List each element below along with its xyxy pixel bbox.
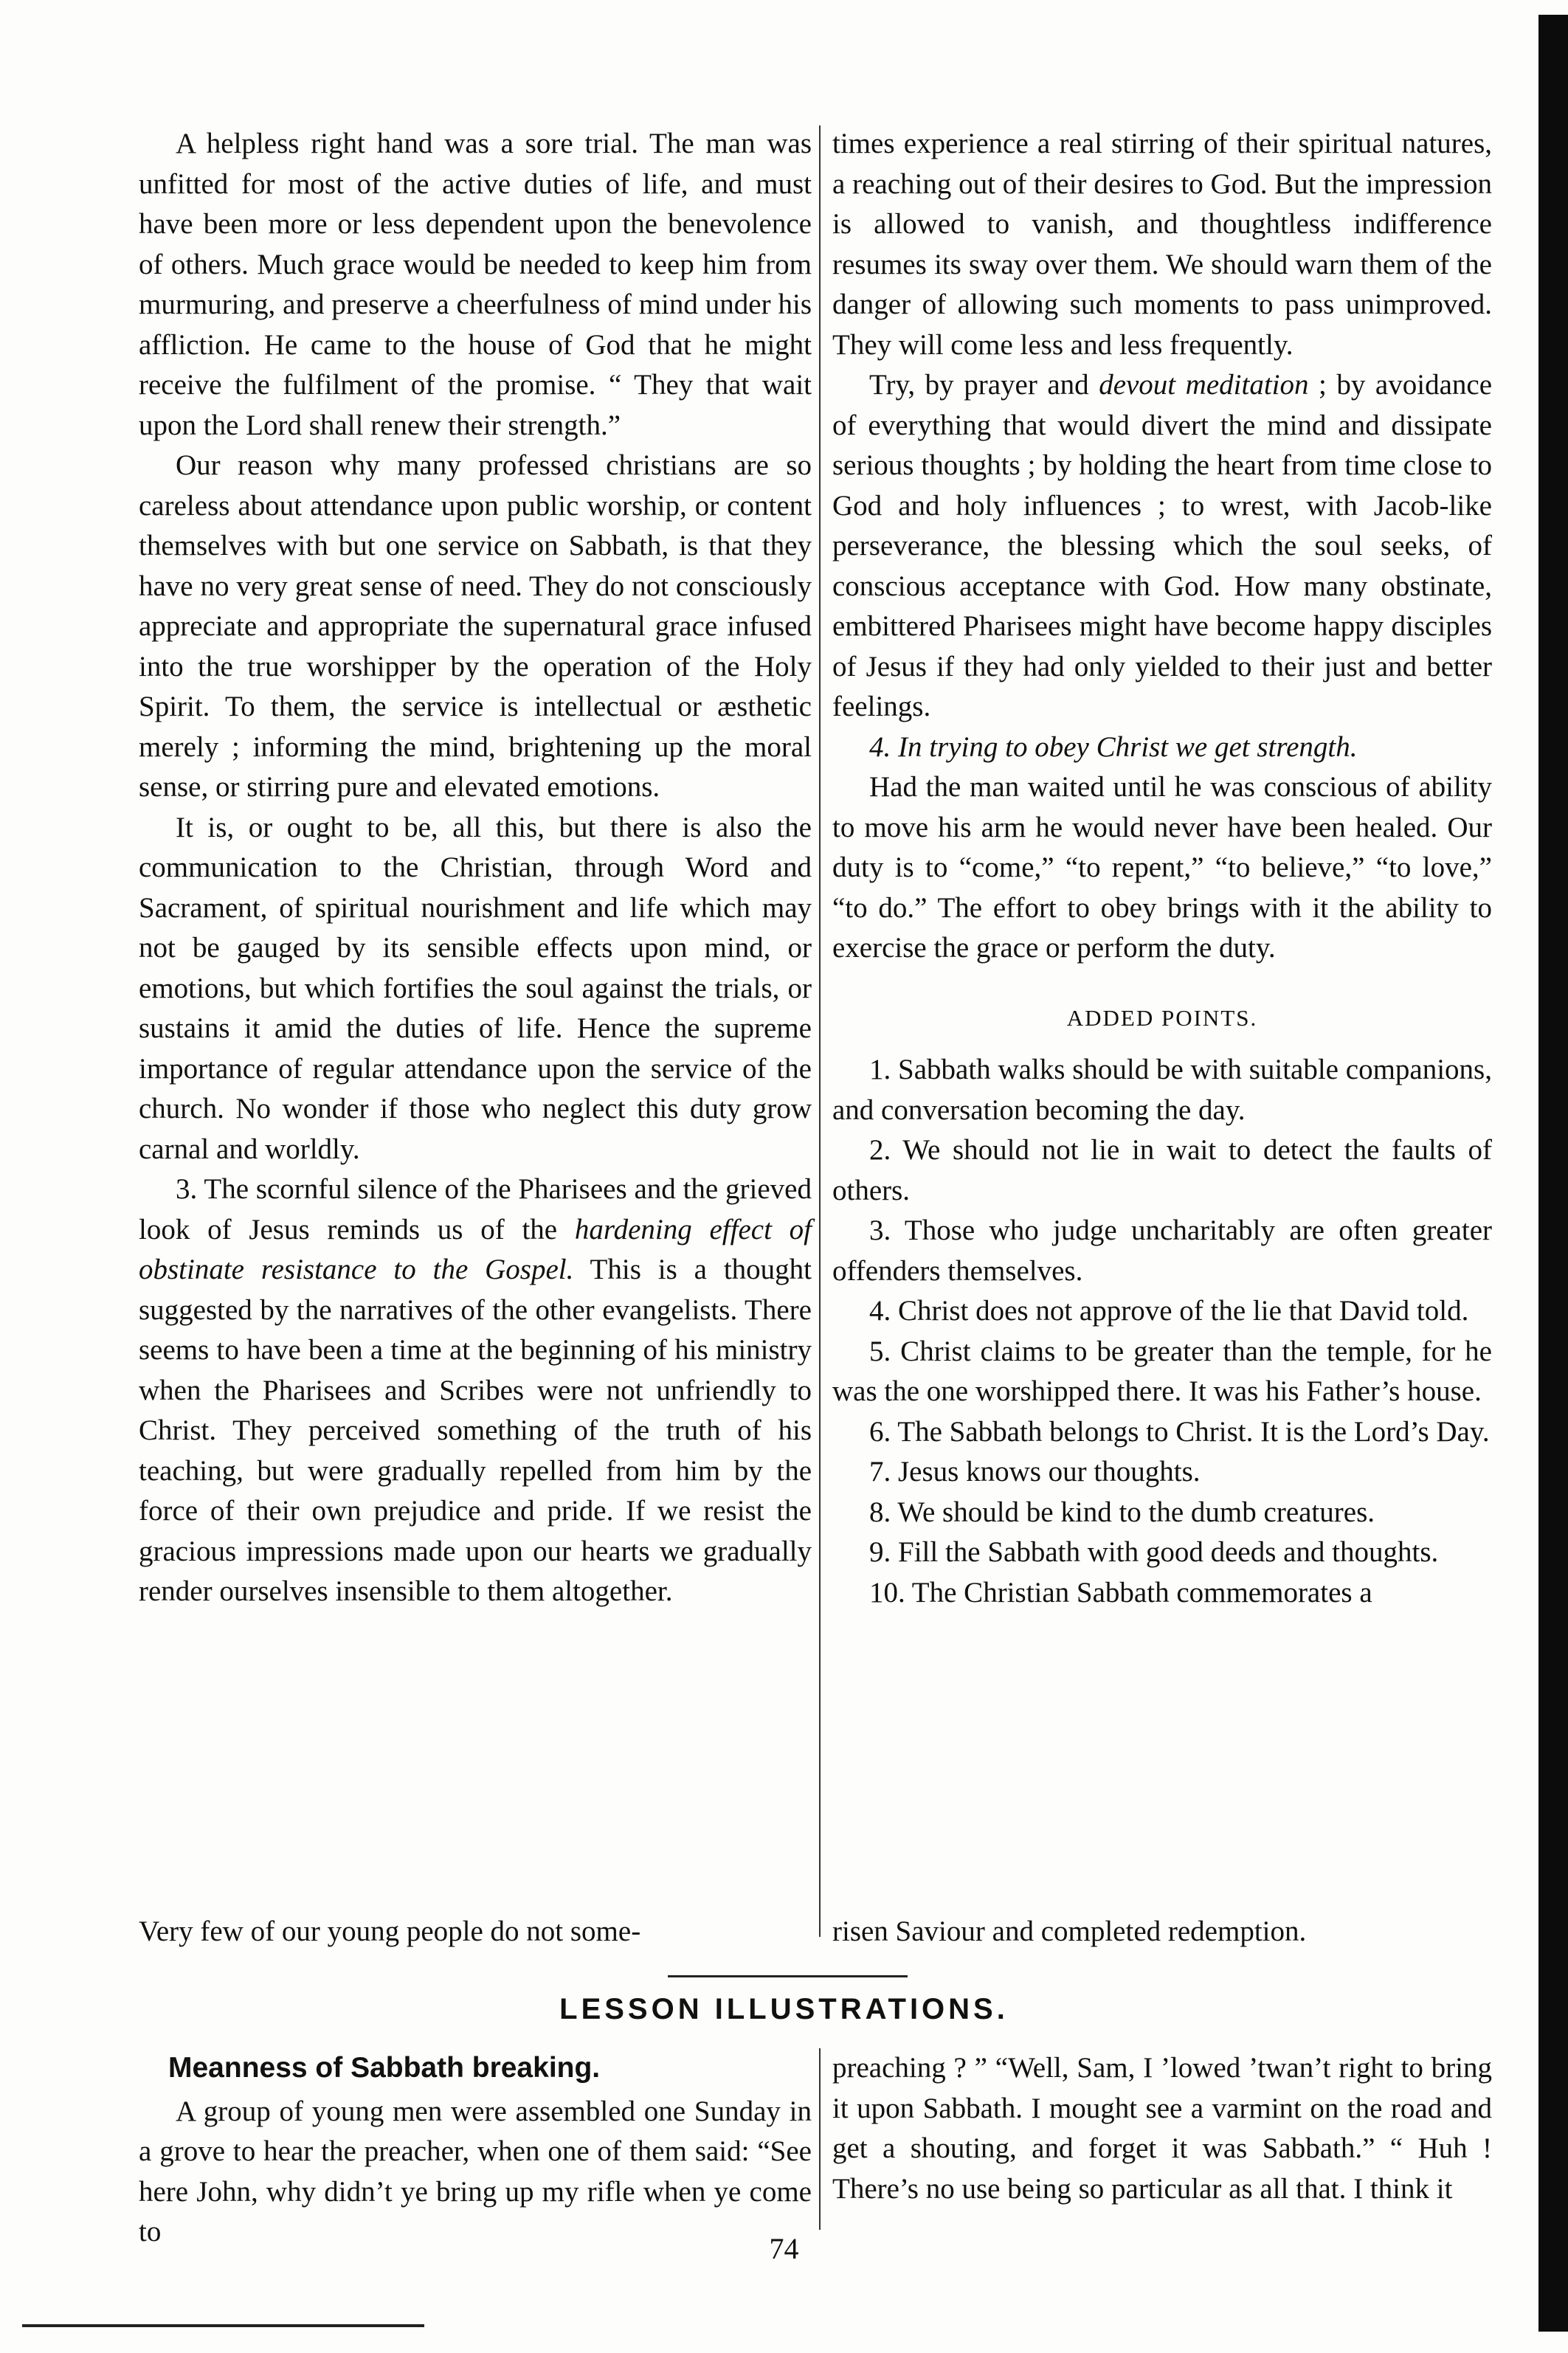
point-3-emphasis: hardening effect of obstinate resistance to the Gospel. bbox=[139, 1213, 812, 1285]
added-point: 9. Fill the Sabbath with good deeds and thoughts. bbox=[869, 1536, 1439, 1568]
point-3-lead: 3. The scornful silence of the Pharisees and the grieved look of Jesus reminds us of the bbox=[139, 1173, 812, 1245]
illustration-right-column bbox=[832, 2048, 1492, 2209]
added-point: 1. Sabbath walks should be with suitable companions, and conversation becoming the day. bbox=[832, 1054, 1492, 1126]
continuation-right: risen Saviour and completed redemption. bbox=[832, 1915, 1307, 1947]
try-emphasis: devout meditation bbox=[1099, 369, 1309, 401]
lesson-illustrations-title: LESSON ILLUSTRATIONS. bbox=[559, 1993, 1009, 2025]
added-point: 4. Christ does not approve of the lie that David told. bbox=[869, 1295, 1469, 1327]
illustration-left-column bbox=[139, 2048, 812, 2253]
section-rule bbox=[668, 1975, 908, 1977]
continuation-left: Very few of our young people do not some- bbox=[139, 1915, 641, 1947]
left-column bbox=[139, 124, 812, 1612]
added-point: 7. Jesus knows our thoughts. bbox=[869, 1456, 1201, 1488]
added-point: 2. We should not lie in wait to detect the faults of others. bbox=[832, 1134, 1492, 1206]
added-point: 6. The Sabbath belongs to Christ. It is the Lord’s Day. bbox=[869, 1415, 1490, 1448]
point-4-heading: 4. In trying to obey Christ we get strength. bbox=[869, 730, 1358, 763]
added-point: 3. Those who judge uncharitably are often greater offenders themselves. bbox=[832, 1214, 1492, 1287]
illustration-column-divider bbox=[819, 2048, 821, 2230]
added-points-heading: ADDED POINTS. bbox=[1066, 1004, 1258, 1031]
paragraph: It is, or ought to be, all this, but there is also the communication to the Christian, through Word and Sacrament, of spiritual nourishment and life which may not be gauged by its sensible effects upon mind, or emotions, but which fortifies the soul against the trials, or sustains it amid the duties of life. Hence the supreme importance of regular attendance upon the service of the church. No wonder if those who neglect this duty grow carnal and worldly. bbox=[139, 811, 812, 1165]
column-divider bbox=[819, 125, 821, 1937]
try-rest: ; by avoidance of everything that would divert the mind and dissipate serious thoughts ; by holding the heart from time close to God and holy influences ; to wrest, with Jacob-like perseverance, the blessing which the soul seeks, of conscious acceptance with God. How many obstinate, embittered Pharisees might have become happy disciples of Jesus if they had only yielded to their just and better feelings. bbox=[832, 369, 1492, 722]
right-column bbox=[832, 124, 1492, 1613]
point-3-rest: This is a thought suggested by the narratives of the other evangelists. There seems to have been a time at the beginning of his ministry when the Pharisees and Scribes were not unfriendly to Christ. They perceived something of the truth of his teaching, but were gradually repelled from him by the force of their own prejudice and pride. If we resist the gracious impressions made upon our hearts we gradually render ourselves insensible to them altogether. bbox=[139, 1254, 812, 1607]
paragraph: Our reason why many professed christians are so careless about attendance upon public worship, or content themselves with but one service on Sabbath, is that they have no very great sense of need. They do not consciously appreciate and appropriate the supernatural grace infused into the true worshipper by the operation of the Holy Spirit. To them, the service is intellectual or æsthetic merely ; informing the mind, brightening up the moral sense, or stirring pure and elevated emotions. bbox=[139, 449, 812, 803]
illustration-subheading: Meanness of Sabbath breaking. bbox=[168, 2052, 601, 2084]
paragraph: times experience a real stirring of their spiritual natures, a reaching out of their desires to God. But the impression is allowed to vanish, and thoughtless indifference resumes its sway over them. We should warn them of the danger of allowing such moments to pass unimproved. They will come less and less frequently. bbox=[832, 128, 1492, 361]
added-point: 5. Christ claims to be greater than the temple, for he was the one worshipped there. It was his Father’s house. bbox=[832, 1335, 1492, 1407]
illustration-text-left: A group of young men were assembled one Sunday in a grove to hear the preacher, when one of them said: “See here John, why didn’t ye bring up my rifle when ye come to bbox=[139, 2095, 812, 2247]
page-number: 74 bbox=[769, 2232, 799, 2265]
try-lead: Try, by prayer and bbox=[869, 369, 1099, 401]
illustration-text-right: preaching ? ” “Well, Sam, I ’lowed ’twan’t right to bring it upon Sabbath. I mought see a varmint on the road and get a shouting, and forget it was Sabbath.” “ Huh ! There’s no use being so particular as all that. I think it bbox=[832, 2052, 1492, 2205]
point-4-body: Had the man waited until he was conscious of ability to move his arm he would never have been healed. Our duty is to “come,” “to repent,” “to believe,” “to love,” “to do.” The effort to obey brings with it the ability to exercise the grace or perform the duty. bbox=[832, 771, 1492, 964]
point-3-paragraph bbox=[139, 1169, 812, 1612]
added-point: 10. The Christian Sabbath commemorates a bbox=[869, 1576, 1372, 1609]
bottom-rule bbox=[22, 2324, 424, 2327]
paragraph: A helpless right hand was a sore trial. The man was unfitted for most of the active duties of life, and must have been more or less dependent upon the benevolence of others. Much grace would be needed to keep him from murmuring, and preserve a cheerfulness of mind under his affliction. He came to the house of God that he might receive the fulfilment of the promise. “ They that wait upon the Lord shall renew their strength.” bbox=[139, 128, 812, 441]
try-paragraph bbox=[832, 365, 1492, 728]
scan-binding-edge bbox=[1538, 15, 1568, 2332]
added-point: 8. We should be kind to the dumb creatures. bbox=[869, 1496, 1375, 1528]
